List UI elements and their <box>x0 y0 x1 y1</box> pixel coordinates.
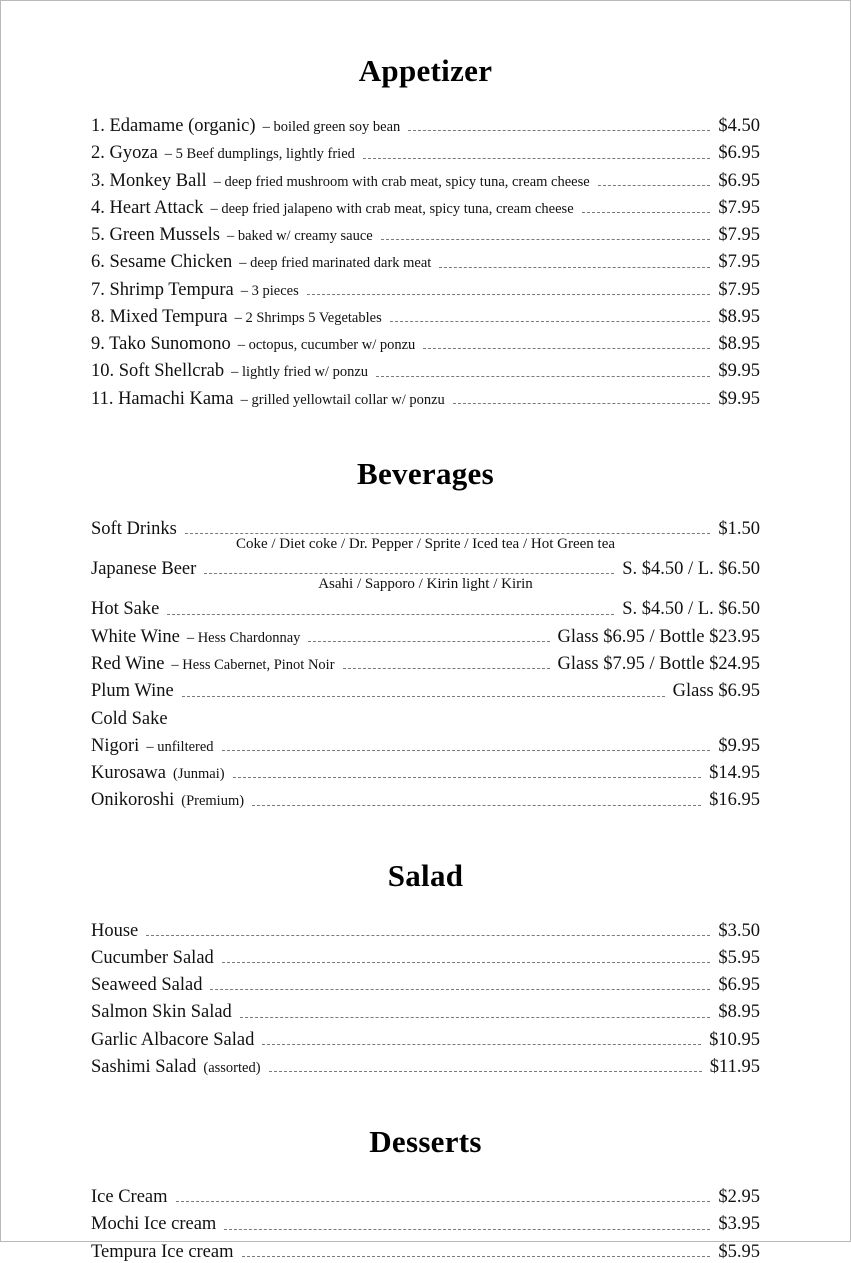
menu-item-row <box>91 1002 760 1023</box>
menu-item <box>91 389 760 410</box>
menu-item <box>91 921 760 942</box>
section-title: Beverages <box>357 455 494 491</box>
item-price: $8.95 <box>718 1002 760 1023</box>
item-description: – 3 pieces <box>240 282 299 299</box>
menu-item <box>91 763 760 784</box>
item-options-line: Asahi / Sapporo / Kirin light / Kirin <box>318 576 533 593</box>
menu-item-row <box>91 334 760 355</box>
item-price: $4.50 <box>718 116 760 136</box>
item-description: (Premium) <box>181 793 245 810</box>
dotted-leader <box>210 975 710 996</box>
menu-item-row <box>91 307 760 328</box>
item-price: $14.95 <box>709 763 760 784</box>
dotted-leader <box>185 519 711 540</box>
item-name: Mochi Ice cream <box>91 1214 217 1235</box>
dotted-leader <box>439 252 710 273</box>
dotted-leader <box>262 1030 701 1051</box>
item-name: Seaweed Salad <box>91 975 203 996</box>
menu-item <box>91 519 760 553</box>
dotted-leader <box>307 280 711 301</box>
menu-item-row <box>91 559 760 580</box>
menu-subheading <box>91 709 760 730</box>
item-price: $6.95 <box>718 170 760 191</box>
menu-item-row <box>91 198 760 219</box>
menu-item-row <box>91 948 760 969</box>
item-price: $1.50 <box>718 518 760 539</box>
item-name: Cold Sake <box>91 708 168 729</box>
item-name: Sashimi Salad <box>91 1056 197 1077</box>
item-name: Salmon Skin Salad <box>91 1002 232 1023</box>
section-items <box>91 1187 760 1263</box>
menu-item <box>91 681 760 702</box>
menu-item-row <box>91 763 760 784</box>
menu-item <box>91 709 760 730</box>
menu-item-row <box>91 627 760 648</box>
item-price: $3.50 <box>718 920 760 941</box>
item-name: 1. Edamame (organic) <box>91 116 256 136</box>
item-description: – 5 Beef dumplings, lightly fried <box>164 146 355 163</box>
item-options-line: Coke / Diet coke / Dr. Pepper / Sprite / Iced tea / Hot Green tea <box>235 536 616 553</box>
menu-item <box>91 1057 760 1078</box>
item-name: Kurosawa <box>91 763 167 784</box>
item-name: 10. Soft Shellcrab <box>91 361 225 382</box>
menu-sections-container <box>91 53 760 1263</box>
dotted-leader <box>222 948 711 969</box>
dotted-leader <box>242 1242 711 1263</box>
item-name: 9. Tako Sunomono <box>91 334 231 355</box>
item-price: $8.95 <box>718 306 760 327</box>
menu-item-row <box>91 1187 760 1208</box>
menu-item <box>91 975 760 996</box>
item-description: – lightly fried w/ ponzu <box>231 364 368 381</box>
item-name: House <box>91 920 139 941</box>
dotted-leader <box>376 361 710 382</box>
item-name: 8. Mixed Tempura <box>91 306 228 327</box>
item-name: Cucumber Salad <box>91 947 214 968</box>
section-title: Salad <box>387 857 464 893</box>
item-price: $2.95 <box>718 1187 760 1208</box>
item-description: – unfiltered <box>146 738 214 755</box>
dotted-leader <box>343 654 550 675</box>
item-name: 4. Heart Attack <box>91 197 204 218</box>
dotted-leader <box>408 116 710 137</box>
item-description: – 2 Shrimps 5 Vegetables <box>234 309 382 326</box>
menu-item-row <box>91 171 760 192</box>
item-price: $7.95 <box>718 252 760 273</box>
dotted-leader <box>224 1214 710 1235</box>
item-price: $10.95 <box>709 1029 760 1050</box>
menu-section <box>91 858 760 1079</box>
dotted-leader <box>252 790 701 811</box>
item-name: Soft Drinks <box>91 518 177 539</box>
menu-item-row <box>91 1214 760 1235</box>
menu-item-row <box>91 1030 760 1051</box>
item-price: $16.95 <box>709 790 760 811</box>
dotted-leader <box>363 143 710 164</box>
menu-item <box>91 599 760 620</box>
menu-item <box>91 654 760 675</box>
menu-item-row <box>91 361 760 382</box>
dotted-leader <box>582 198 711 219</box>
menu-item <box>91 361 760 382</box>
dotted-leader <box>222 736 711 757</box>
menu-item-row <box>91 389 760 410</box>
item-name: Onikoroshi <box>91 790 175 811</box>
dotted-leader <box>240 1002 711 1023</box>
item-price: $7.95 <box>718 197 760 218</box>
menu-item <box>91 334 760 355</box>
menu-item <box>91 225 760 246</box>
menu-item <box>91 736 760 757</box>
menu-item <box>91 116 760 137</box>
menu-item-row <box>91 736 760 757</box>
menu-item <box>91 1214 760 1235</box>
menu-item-row <box>91 921 760 942</box>
item-price: $7.95 <box>718 279 760 300</box>
item-price: Glass $6.95 / Bottle $23.95 <box>557 626 760 647</box>
item-name: Garlic Albacore Salad <box>91 1029 255 1050</box>
item-description: – baked w/ creamy sauce <box>226 228 373 245</box>
dotted-leader <box>182 681 665 702</box>
section-items <box>91 116 760 410</box>
section-items <box>91 921 760 1079</box>
menu-item-row <box>91 280 760 301</box>
dotted-leader <box>423 334 710 355</box>
dotted-leader <box>269 1057 702 1078</box>
menu-item-row <box>91 116 760 137</box>
menu-section <box>91 53 760 410</box>
menu-section <box>91 456 760 812</box>
item-price: $5.95 <box>718 1241 760 1262</box>
item-description: (assorted) <box>203 1059 261 1076</box>
item-price: Glass $7.95 / Bottle $24.95 <box>557 653 760 674</box>
item-price: Glass $6.95 <box>672 681 760 702</box>
item-name: 11. Hamachi Kama <box>91 388 234 409</box>
item-price: $8.95 <box>718 334 760 355</box>
menu-item <box>91 948 760 969</box>
menu-item-row <box>91 599 760 620</box>
dotted-leader <box>204 559 614 580</box>
menu-item-row <box>91 975 760 996</box>
item-price: $5.95 <box>718 947 760 968</box>
dotted-leader <box>390 307 711 328</box>
item-name: Ice Cream <box>91 1187 168 1208</box>
item-price: S. $4.50 / L. $6.50 <box>622 559 760 580</box>
item-description: – grilled yellowtail collar w/ ponzu <box>240 391 445 408</box>
item-price: $9.95 <box>718 361 760 382</box>
item-name: Red Wine <box>91 653 165 674</box>
item-price: $7.95 <box>718 225 760 246</box>
item-description: – deep fried jalapeno with crab meat, spicy tuna, cream cheese <box>210 200 574 217</box>
item-price: $9.95 <box>718 388 760 409</box>
menu-item <box>91 143 760 164</box>
item-price: $9.95 <box>718 735 760 756</box>
menu-item-row <box>91 252 760 273</box>
item-name: 2. Gyoza <box>91 143 158 164</box>
dotted-leader <box>146 921 710 942</box>
dotted-leader <box>598 171 711 192</box>
menu-item <box>91 559 760 593</box>
menu-item-row <box>91 1057 760 1078</box>
item-price: $6.95 <box>718 143 760 164</box>
item-name: 7. Shrimp Tempura <box>91 279 234 300</box>
menu-item <box>91 252 760 273</box>
item-name: Hot Sake <box>91 599 160 620</box>
dotted-leader <box>453 389 711 410</box>
dotted-leader <box>233 763 702 784</box>
menu-item <box>91 1030 760 1051</box>
dotted-leader <box>308 627 549 648</box>
item-name: White Wine <box>91 626 180 647</box>
menu-item-row <box>91 654 760 675</box>
item-name: 5. Green Mussels <box>91 225 220 246</box>
item-description: – deep fried mushroom with crab meat, spicy tuna, cream cheese <box>213 173 590 190</box>
item-description: (Junmai) <box>173 766 225 783</box>
menu-item-row <box>91 519 760 540</box>
menu-item-row <box>91 1242 760 1263</box>
menu-item <box>91 307 760 328</box>
menu-item <box>91 171 760 192</box>
item-description: – deep fried marinated dark meat <box>239 255 432 272</box>
item-description: – boiled green soy bean <box>262 119 401 135</box>
menu-item-row <box>91 681 760 702</box>
menu-item <box>91 1187 760 1208</box>
dotted-leader <box>381 225 711 246</box>
item-name: 3. Monkey Ball <box>91 170 207 191</box>
item-description: – Hess Cabernet, Pinot Noir <box>171 656 335 673</box>
dotted-leader <box>167 599 614 620</box>
menu-item <box>91 198 760 219</box>
item-price: $6.95 <box>718 975 760 996</box>
dotted-leader <box>176 1187 711 1208</box>
item-name: Nigori <box>91 735 140 756</box>
item-price: S. $4.50 / L. $6.50 <box>622 599 760 620</box>
item-name: Plum Wine <box>91 681 174 702</box>
item-price: $3.95 <box>718 1214 760 1235</box>
item-price: $11.95 <box>709 1056 760 1077</box>
section-title: Appetizer <box>358 53 493 88</box>
menu-item <box>91 790 760 811</box>
item-name: 6. Sesame Chicken <box>91 252 233 273</box>
menu-item <box>91 280 760 301</box>
menu-item <box>91 1002 760 1023</box>
menu-item-row <box>91 790 760 811</box>
menu-item <box>91 627 760 648</box>
section-title: Desserts <box>369 1124 482 1160</box>
menu-section <box>91 1124 760 1263</box>
item-name: Japanese Beer <box>91 559 197 580</box>
menu-item-row <box>91 225 760 246</box>
item-description: – octopus, cucumber w/ ponzu <box>237 337 416 354</box>
menu-item <box>91 1242 760 1263</box>
menu-item-row <box>91 143 760 164</box>
item-description: – Hess Chardonnay <box>186 629 301 646</box>
section-items <box>91 519 760 812</box>
item-name: Tempura Ice cream <box>91 1241 234 1262</box>
